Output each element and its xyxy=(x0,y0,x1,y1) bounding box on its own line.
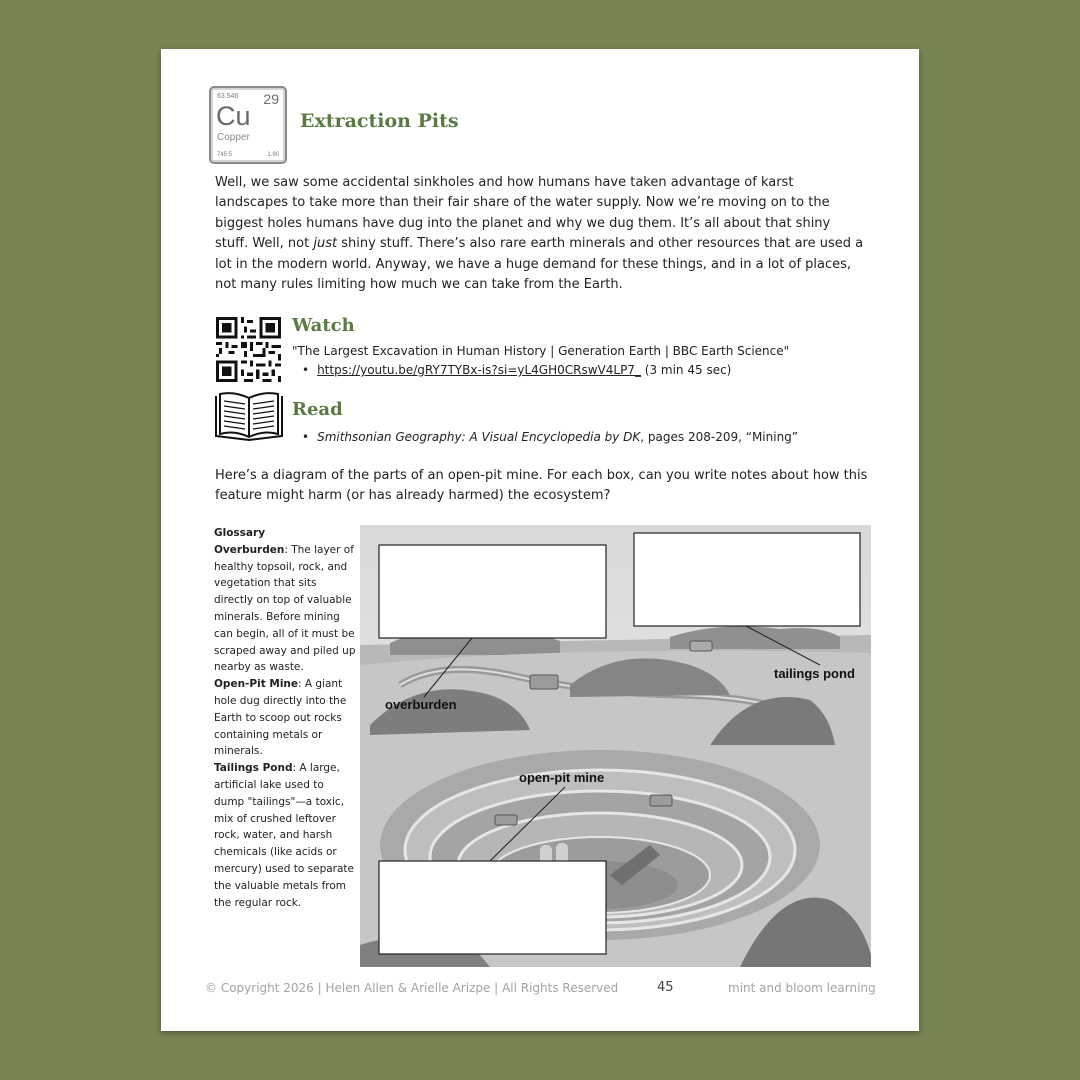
video-duration: (3 min 45 sec) xyxy=(644,363,732,377)
label-tailings-pond: tailings pond xyxy=(774,666,855,681)
book-pages: , pages 208-209, “Mining” xyxy=(640,430,799,444)
copper-element-tile xyxy=(209,86,287,164)
video-title: "The Largest Excavation in Human History | Generation Earth | BBC Earth Science" xyxy=(292,344,790,358)
intro-text-continued: shiny stuff. There’s also rare earth minerals and other resources that are used a lot in the modern world. Anyway, we have a huge demand for these things, and in a lot of places, not many rules limiting how much we can take from the Earth. xyxy=(215,236,864,293)
video-list-item: • https://youtu.be/gRY7TYBx-is?si=yL4GH0CRswV4LP7_ (3 min 45 sec) xyxy=(302,363,732,377)
element-name: Copper xyxy=(217,132,250,143)
glossary-heading: Glossary xyxy=(214,527,266,539)
label-overburden: overburden xyxy=(385,697,457,712)
page-title: Extraction Pits xyxy=(300,110,459,132)
glossary-entry-open-pit-mine: Open-Pit Mine: A giant hole dug directly into the Earth to scoop out rocks containing metals or minerals. xyxy=(214,678,347,758)
melting-point: 745.5 xyxy=(217,152,233,158)
worksheet-page xyxy=(161,49,919,1031)
qr-code-icon[interactable] xyxy=(216,317,281,382)
diagram-prompt: Here’s a diagram of the parts of an open-pit mine. For each box, can you write notes about how this feature might harm (or has already harmed) the ecosystem? xyxy=(215,468,868,504)
atomic-mass: 63.546 xyxy=(217,93,239,100)
element-symbol: Cu xyxy=(216,101,251,131)
footer-brand: mint and bloom learning xyxy=(728,981,876,995)
tailings-pond-answer-box[interactable] xyxy=(634,533,860,626)
electronegativity: 1.90 xyxy=(267,152,279,158)
read-heading: Read xyxy=(292,399,343,420)
glossary-entry-overburden: Overburden: The layer of healthy topsoil, rock, and vegetation that sits directly on top of valuable minerals. Before mining can begin, all of it must be scraped away and piled up nearby as waste. xyxy=(214,543,356,674)
book-title: Smithsonian Geography: A Visual Encyclopedia by DK xyxy=(317,430,641,444)
label-open-pit-mine: open-pit mine xyxy=(519,770,605,785)
open-pit-mine-answer-box[interactable] xyxy=(379,861,606,954)
atomic-number: 29 xyxy=(263,91,279,107)
open-book-icon xyxy=(212,390,286,442)
footer-copyright: © Copyright 2026 | Helen Allen & Arielle Arizpe | All Rights Reserved xyxy=(205,981,619,995)
page-number: 45 xyxy=(657,980,674,995)
overburden-answer-box[interactable] xyxy=(379,545,606,638)
reading-list-item: • Smithsonian Geography: A Visual Encyclopedia by DK, pages 208-209, “Mining” xyxy=(302,430,799,444)
watch-heading: Watch xyxy=(292,315,355,336)
video-link[interactable]: https://youtu.be/gRY7TYBx-is?si=yL4GH0CRswV4LP7_ xyxy=(317,363,641,377)
intro-text: Well, we saw some accidental sinkholes and how humans have taken advantage of karst landscapes to take more than their fair share of the water supply. Now we’re moving on to the biggest holes humans have dug into the planet and why we dug them. It’s all about that shiny stuff. Well, not xyxy=(215,175,831,252)
intro-paragraph xyxy=(215,173,865,295)
glossary xyxy=(214,525,356,911)
open-pit-mine-diagram xyxy=(360,525,871,967)
glossary-entry-tailings-pond: Tailings Pond: A large, artificial lake used to dump "tailings"—a toxic, mix of crushed leftover rock, water, and harsh chemicals (like acids or mercury) used to separate the valuable metals from the regular rock. xyxy=(214,762,354,909)
intro-emphasis: just xyxy=(313,236,338,252)
